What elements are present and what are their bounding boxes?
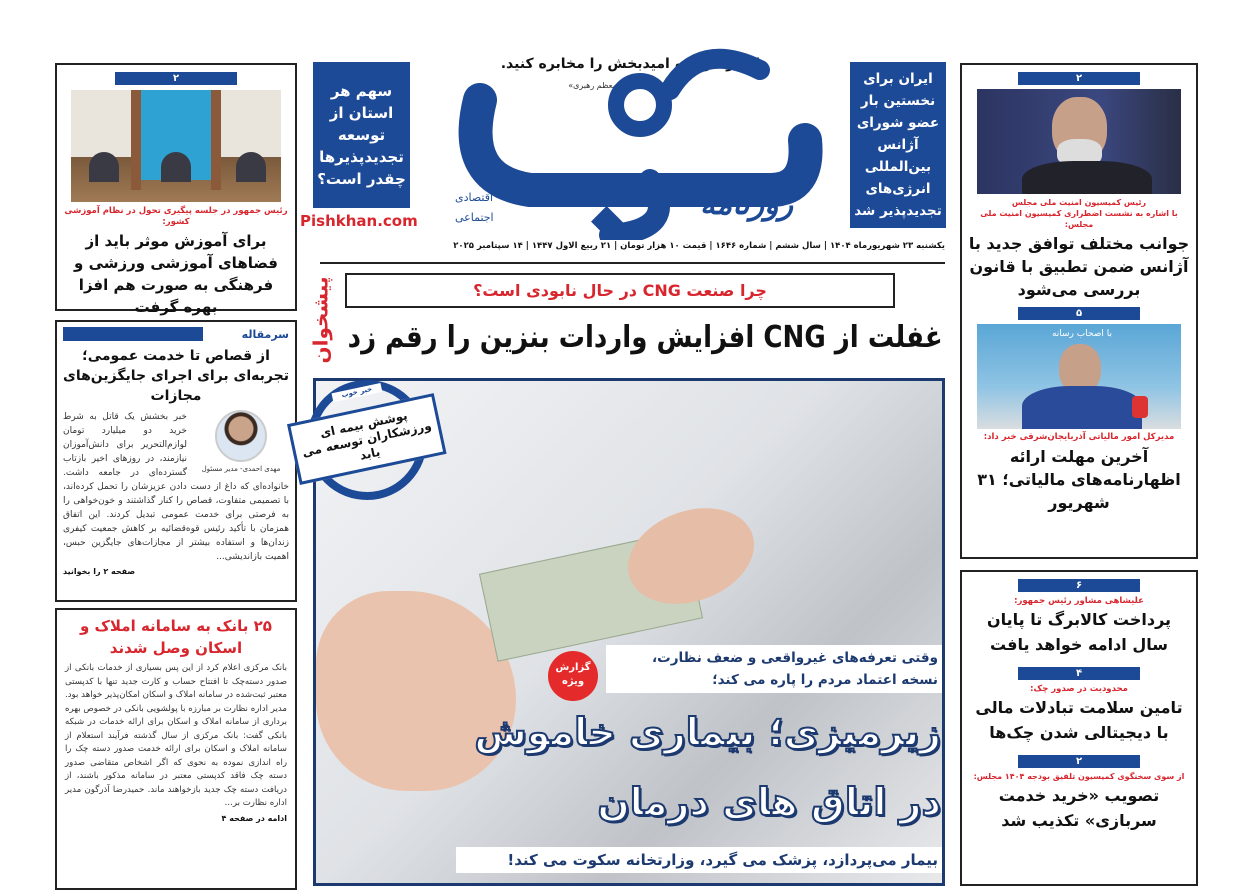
cabinet-meeting-photo [71, 90, 281, 202]
editorial-body-1: خبر بخشش یک قاتل به شرط خرید دو میلیارد تومان لوازم‌التحریر برای دانش‌آموزان نیازمند، در روزهای اخیر بازتاب گسترده‌ای در جامعه داشت. خانواده‌ای که [63, 412, 289, 492]
stamp-label: خبر خوب [332, 383, 383, 402]
section-bar [63, 327, 203, 341]
logo-prefix: روزنامه [700, 187, 794, 222]
page-number-badge: ۲ [115, 72, 237, 85]
story-kicker: علیشاهی مشاور رئیس جمهور: [1014, 596, 1144, 606]
feature-title-line2[interactable]: در اتاق های درمان [597, 780, 941, 824]
masthead-quote: اخبار خوب و امیدبخش را مخابره کنید. [500, 56, 760, 72]
feature-subtitle: بیمار می‌پردازد، پزشک می گیرد، وزارتخانه سکوت می کند! [456, 847, 944, 873]
left-top-story[interactable] [55, 63, 297, 316]
author-avatar [215, 410, 267, 462]
story-kicker: رئیس جمهور در جلسه پیگیری تحول در نظام آموزشی کشور: [64, 206, 288, 227]
feature-lead: وقتی تعرفه‌های غیرواقعی و ضعف نظارت، نسخه اعتماد مردم را پاره می کند؛ [606, 645, 944, 693]
author-name: مهدی احمدی- مدیر مسئول [201, 465, 281, 473]
photo-sign: با اصحاب رسانه [1051, 329, 1113, 339]
continue-link[interactable]: صفحه ۲ را بخوانید [63, 567, 136, 576]
story-headline[interactable]: برای آموزش موثر باید از فضاهای آموزشی ورزشی و فرهنگی به صورت هم افزا بهره گرفت [74, 232, 278, 316]
bank-headline[interactable]: ۲۵ بانک به سامانه املاک و اسکان وصل شدند [80, 617, 272, 657]
provinces-renewables-teaser[interactable]: سهم هر استان از توسعه تجدیدپذیرها چقدر است؟ [313, 62, 410, 208]
special-report-badge: گزارش ویژه [548, 651, 598, 701]
watermark-url: Pishkhan.com [300, 212, 418, 230]
story-kicker: مدیرکل امور مالیاتی آذربایجان‌شرقی خبر داد: [983, 432, 1175, 442]
stamp-text: پوشش بیمه ای ورزشکاران توسعه می یابد [287, 393, 447, 485]
right-top-column [960, 63, 1198, 559]
page-number-badge: ۶ [1018, 579, 1140, 592]
dateline: یکشنبه ۲۳ شهریورماه ۱۴۰۴ | سال ششم | شماره ۱۶۴۶ | قیمت ۱۰ هزار تومان | ۲۱ ربیع الاول ۱۴۴۷ | ۱۴ سپتامبر ۲۰۲۵ [453, 241, 945, 251]
editorial-body-2: داغ از دست دادن عزیزشان را تحمل کرده‌اند، با تصمیمی متفاوت، قصاص را کنار گذاشتند و خون‌خواهی را به فرصتی برای خدمت عمومی تبدیل کردند. این اتفاق همزمان با تأکید رئیس قوه‌قضائیه بر کاهش جمعیت کیفری زندان‌ها و استفاده بیشتر از مجازات‌های جایگزین حبس، اهمیت بازاندیشی... [63, 482, 289, 562]
story-kicker: محدودیت در صدور چک: [1030, 684, 1128, 694]
hand-illustration [316, 591, 516, 791]
masthead-subtitle-economic: اقتصادی [455, 191, 494, 204]
story-headline[interactable]: تصویب «خرید خدمت سربازی» تکذیب شد [998, 786, 1160, 830]
right-bottom-column [960, 570, 1198, 886]
masthead-subtitle-social: اجتماعی [455, 211, 494, 224]
watermark-logo-wrap [300, 270, 340, 370]
feature-title-line1[interactable]: زیرمیزی؛ بیماری خاموش [474, 710, 941, 754]
bank-story[interactable] [55, 608, 297, 890]
masthead-quote-source: «مقام معظم رهبری» [568, 81, 640, 90]
masthead-rule [320, 262, 945, 264]
story-kicker: از سوی سخنگوی کمیسیون تلفیق بودجه ۱۴۰۴ مجلس: [973, 772, 1185, 781]
editorial-headline[interactable]: از قصاص تا خدمت عمومی؛ تجربه‌ای برای اجرای جایگزین‌های مجازات [63, 348, 289, 404]
story-headline[interactable]: تامین سلامت تبادلات مالی با دیجیتالی شدن چک‌ها [975, 698, 1183, 742]
story-kicker: با اشاره به نشست اضطراری کمیسیون امنیت ملی مجلس: [980, 209, 1178, 229]
story-headline[interactable]: آخرین مهلت ارائه اظهارنامه‌های مالیاتی؛ ۳۱ شهریور [977, 447, 1181, 512]
irena-membership-teaser[interactable]: ایران برای نخستین بار عضو شورای آژانس بین‌المللی انرژی‌های تجدیدپذیر شد [850, 62, 946, 228]
section-label: سرمقاله [241, 327, 289, 341]
story-kicker: رئیس کمیسیون امنیت ملی مجلس [1011, 198, 1147, 207]
page-number-badge: ۵ [1018, 307, 1140, 320]
story-headline[interactable]: پرداخت کالابرگ تا پایان سال ادامه خواهد یافت [986, 610, 1172, 654]
main-headline[interactable]: غفلت از CNG افزایش واردات بنزین را رقم زد [347, 320, 943, 355]
story-headline[interactable]: جوانب مختلف توافق جدید با آژانس ضمن تطبیق با قانون بررسی می‌شود [968, 234, 1190, 299]
commission-chair-photo [977, 89, 1181, 194]
cng-kicker-box: چرا صنعت CNG در حال نابودی است؟ [345, 273, 895, 308]
editorial[interactable] [55, 320, 297, 602]
author-block [193, 410, 289, 474]
page-number-badge: ۲ [1018, 72, 1140, 85]
bank-body: بانک مرکزی اعلام کرد از این پس بسیاری از خدمات بانکی از صدور دسته‌چک تا افتتاح حساب و کارت جدید تنها با کدپستی معتبر ثبت‌شده در سامانه املاک و اسکان امکان‌پذیر خواهد بود. مدیر اداره نظارت بر مبارزه با پولشویی بانکی در خصوص بهره برداری از سامانه املاک و اسکان برای ارائه خدمات در شبکه بانکی گفت: بانک مرکزی از سال گذشته فرآیند استعلام از سامانه املاک و اسکان برای ارائه خدمت صدور دسته چک را راه اندازی نموده به نحوی که اگر اشخاص متقاضی صدور دسته چک فاقد کدپستی معتبر در سامانه مذکور باشند، از دریافت دسته چک جدید بازخواهند ماند. حمیدرضا آذرگون مدیر اداره نظارت بر... [65, 663, 287, 808]
page-number-badge: ۴ [1018, 667, 1140, 680]
continue-link[interactable]: ادامه در صفحه ۴ [221, 813, 287, 823]
tax-official-photo [977, 324, 1181, 429]
page-number-badge: ۲ [1018, 755, 1140, 768]
watermark-logo: پیشخوان [308, 276, 332, 364]
